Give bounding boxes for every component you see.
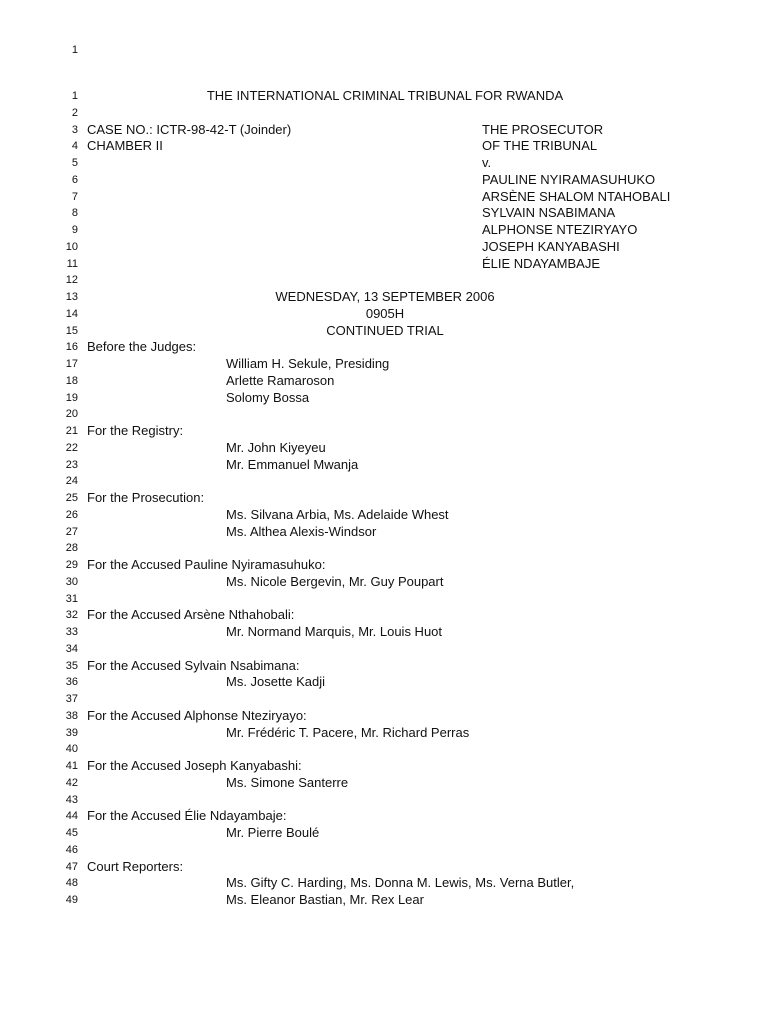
page-number: 1	[71, 44, 78, 56]
line-text-right: OF THE TRIBUNAL	[482, 138, 598, 154]
line-text-indented: Mr. Frédéric T. Pacere, Mr. Richard Perras	[226, 724, 470, 740]
transcript-line	[0, 457, 770, 474]
line-text-indented: Mr. Pierre Boulé	[226, 825, 320, 840]
transcript-line	[0, 105, 770, 122]
transcript-line	[0, 658, 770, 675]
transcript-line	[0, 205, 770, 222]
line-text-right: v.	[482, 155, 492, 170]
line-text-left: Court Reporters:	[87, 858, 184, 874]
transcript-line	[0, 507, 770, 524]
transcript-line	[0, 373, 770, 390]
line-text-centered: CONTINUED TRIAL	[326, 322, 444, 338]
line-number: 31	[65, 592, 78, 605]
transcript-line	[0, 88, 770, 105]
transcript-line	[0, 574, 770, 591]
line-text-indented: Ms. Josette Kadji	[226, 674, 325, 690]
transcript-line	[0, 825, 770, 842]
line-text-right: ALPHONSE NTEZIRYAYO	[482, 222, 638, 237]
transcript-line	[0, 490, 770, 507]
line-number: 46	[65, 843, 78, 856]
line-number: 49	[65, 894, 78, 906]
line-number: 44	[65, 810, 78, 823]
line-number: 19	[65, 391, 78, 404]
line-number: 42	[65, 776, 78, 789]
transcript-line	[0, 859, 770, 876]
line-number: 47	[65, 860, 78, 873]
line-number: 13	[65, 291, 78, 303]
line-text-right: ÉLIE NDAYAMBAJE	[482, 255, 600, 271]
transcript-line	[0, 390, 770, 407]
line-text-left: For the Accused Arsène Nthahobali:	[87, 607, 295, 623]
line-number: 14	[65, 307, 78, 320]
line-number: 4	[71, 140, 78, 153]
line-number: 20	[65, 408, 78, 421]
line-text-left: For the Accused Alphonse Nteziryayo:	[87, 707, 307, 723]
line-number: 33	[65, 626, 78, 638]
line-number: 29	[65, 559, 78, 571]
line-number: 34	[65, 642, 78, 655]
line-text-right: ARSÈNE SHALOM NTAHOBALI	[482, 188, 671, 204]
transcript-line	[0, 775, 770, 792]
line-number: 37	[65, 693, 78, 705]
transcript-line	[0, 440, 770, 457]
transcript-line	[0, 172, 770, 189]
transcript-line	[0, 406, 770, 423]
line-number: 16	[65, 341, 78, 354]
line-number: 25	[65, 492, 78, 504]
transcript-line	[0, 842, 770, 859]
line-number: 43	[65, 793, 78, 806]
line-text-left: For the Accused Sylvain Nsabimana:	[87, 657, 300, 673]
line-text-indented: Ms. Nicole Bergevin, Mr. Guy Poupart	[226, 573, 444, 589]
line-text-right: PAULINE NYIRAMASUHUKO	[482, 171, 656, 187]
line-number: 32	[65, 609, 78, 622]
line-number: 36	[65, 676, 78, 689]
transcript-cover-page	[0, 88, 770, 909]
line-text-right: THE PROSECUTOR	[482, 121, 604, 137]
line-text-indented: Solomy Bossa	[226, 389, 310, 405]
line-number: 7	[71, 190, 78, 203]
line-number: 10	[65, 240, 78, 253]
transcript-line	[0, 289, 770, 306]
line-text-left: For the Registry:	[87, 423, 184, 438]
line-text-centered: THE INTERNATIONAL CRIMINAL TRIBUNAL FOR RWANDA	[206, 88, 564, 103]
transcript-line	[0, 641, 770, 658]
line-text-centered: 0905H	[365, 305, 405, 321]
transcript-line	[0, 272, 770, 289]
line-number: 41	[65, 760, 78, 772]
line-text-indented: Ms. Eleanor Bastian, Mr. Rex Lear	[226, 892, 424, 907]
line-number: 18	[65, 374, 78, 387]
line-text-right: SYLVAIN NSABIMANA	[482, 205, 616, 221]
line-text-left: For the Prosecution:	[87, 490, 205, 505]
line-text-indented: Ms. Simone Santerre	[226, 774, 349, 790]
line-text-indented: Mr. John Kiyeyeu	[226, 439, 326, 455]
transcript-line	[0, 892, 770, 909]
line-number: 22	[65, 441, 78, 454]
transcript-line	[0, 607, 770, 624]
line-text-indented: Arlette Ramaroson	[226, 372, 335, 388]
line-number: 30	[65, 575, 78, 588]
line-text-indented: Ms. Gifty C. Harding, Ms. Donna M. Lewis, Ms. Verna Butler,	[226, 875, 575, 891]
line-number: 11	[66, 257, 78, 270]
transcript-line	[0, 323, 770, 340]
line-text-indented: Mr. Normand Marquis, Mr. Louis Huot	[226, 624, 443, 639]
line-number: 28	[65, 542, 78, 555]
line-text-left: For the Accused Élie Ndayambaje:	[87, 808, 287, 824]
transcript-line	[0, 792, 770, 809]
transcript-line	[0, 674, 770, 691]
transcript-line	[0, 189, 770, 206]
transcript-line	[0, 557, 770, 574]
line-number: 26	[65, 508, 78, 521]
line-number: 5	[71, 157, 78, 169]
transcript-line	[0, 306, 770, 323]
line-number: 23	[65, 458, 78, 471]
line-text-left: Before the Judges:	[87, 339, 197, 355]
transcript-line	[0, 155, 770, 172]
line-text-centered: WEDNESDAY, 13 SEPTEMBER 2006	[275, 289, 495, 304]
transcript-line	[0, 138, 770, 155]
transcript-line	[0, 591, 770, 608]
transcript-line	[0, 741, 770, 758]
transcript-line	[0, 473, 770, 490]
line-number: 24	[65, 475, 78, 488]
line-number: 1	[71, 90, 78, 102]
line-number: 8	[71, 207, 78, 220]
transcript-line	[0, 758, 770, 775]
transcript-line	[0, 222, 770, 239]
line-number: 21	[65, 425, 78, 437]
transcript-line	[0, 239, 770, 256]
transcript-line	[0, 122, 770, 139]
line-number: 40	[65, 743, 78, 756]
transcript-line	[0, 691, 770, 708]
line-number: 38	[65, 709, 78, 722]
transcript-line	[0, 624, 770, 641]
transcript-line	[0, 423, 770, 440]
line-number: 35	[65, 659, 78, 672]
line-text-left: CASE NO.: ICTR-98-42-T (Joinder)	[87, 121, 292, 137]
line-number: 12	[65, 274, 78, 287]
transcript-line	[0, 540, 770, 557]
transcript-line	[0, 725, 770, 742]
transcript-line	[0, 339, 770, 356]
line-number: 45	[65, 827, 78, 839]
line-number: 27	[65, 525, 78, 538]
transcript-line	[0, 708, 770, 725]
transcript-line	[0, 356, 770, 373]
line-text-indented: Mr. Emmanuel Mwanja	[226, 456, 359, 472]
line-number: 2	[71, 106, 78, 119]
line-number: 6	[71, 173, 78, 186]
transcript-line	[0, 808, 770, 825]
line-number: 17	[65, 358, 78, 370]
transcript-line	[0, 524, 770, 541]
line-number: 15	[65, 324, 78, 337]
line-number: 9	[71, 224, 78, 236]
line-number: 3	[71, 123, 78, 136]
line-text-left: For the Accused Pauline Nyiramasuhuko:	[87, 557, 326, 572]
line-text-indented: Ms. Althea Alexis-Windsor	[226, 523, 377, 539]
transcript-line	[0, 256, 770, 273]
line-number: 39	[65, 726, 78, 739]
line-number: 48	[65, 877, 78, 890]
line-text-left: For the Accused Joseph Kanyabashi:	[87, 758, 302, 773]
line-text-left: CHAMBER II	[87, 138, 163, 154]
transcript-line	[0, 875, 770, 892]
line-text-indented: Ms. Silvana Arbia, Ms. Adelaide Whest	[226, 506, 449, 522]
line-text-right: JOSEPH KANYABASHI	[482, 238, 620, 254]
line-text-indented: William H. Sekule, Presiding	[226, 356, 390, 371]
